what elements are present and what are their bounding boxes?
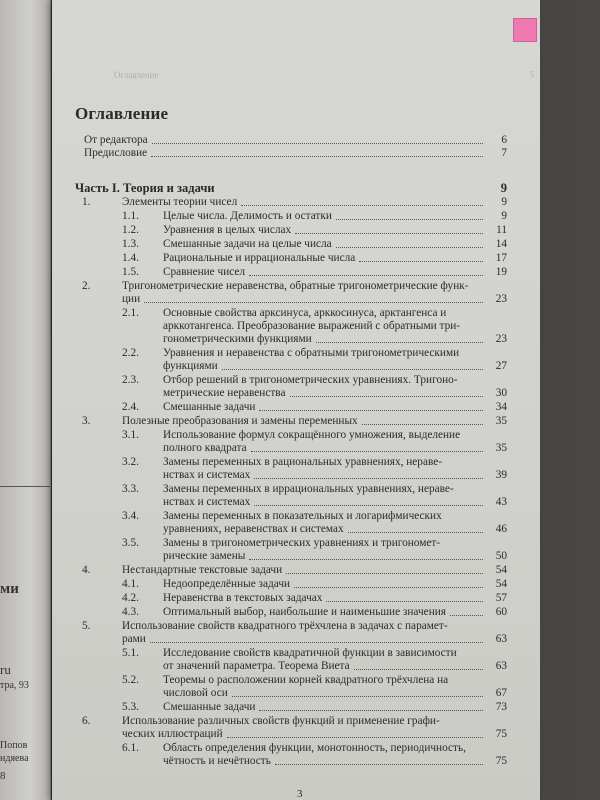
entry-body: [163, 742, 507, 768]
entry-page: 50: [495, 550, 507, 562]
entry-page: 57: [495, 592, 507, 604]
section-entry[interactable]: [75, 674, 507, 700]
dot-leader: [450, 615, 483, 616]
entry-title-line: числовой оси: [163, 687, 228, 699]
entry-line: [163, 429, 507, 442]
toc-entry[interactable]: [75, 134, 507, 147]
entry-page: 27: [495, 360, 507, 372]
entry-title-line: функциями: [163, 360, 218, 372]
running-head-title: Оглавление: [114, 70, 159, 80]
chapter-number: 3.: [82, 415, 91, 427]
entry-page: 63: [495, 660, 507, 672]
entry-title-line: метрические неравенства: [163, 387, 286, 399]
entry-line: [163, 238, 507, 251]
entry-title-line: полного квадрата: [163, 442, 247, 454]
toc-entry-title: От редактора: [84, 134, 148, 146]
facing-page-fragment: ми: [0, 581, 19, 597]
entry-title-line: рами: [122, 633, 146, 645]
entry-body: [163, 374, 507, 400]
entry-title-line: Использование различных свойств функций и применение графи-: [122, 715, 440, 727]
chapter-entry[interactable]: [75, 715, 507, 741]
entry-line: [122, 293, 507, 306]
section-entry[interactable]: [75, 606, 507, 619]
chapter-number: 1.: [82, 196, 91, 208]
table-of-contents: [75, 134, 507, 768]
section-number: 5.1.: [122, 647, 139, 659]
toc-entry-page: 6: [501, 134, 507, 146]
entry-body: [163, 592, 507, 605]
entry-page: 43: [495, 496, 507, 508]
section-number: 2.2.: [122, 347, 139, 359]
entry-body: [122, 620, 507, 646]
section-entry[interactable]: [75, 307, 507, 346]
chapter-number: 2.: [82, 280, 91, 292]
section-entry[interactable]: [75, 537, 507, 563]
entry-title-line: Недоопределённые задачи: [163, 578, 291, 590]
entry-body: [122, 280, 507, 306]
dot-leader: [249, 559, 483, 560]
entry-body: [163, 210, 507, 223]
entry-body: [122, 415, 507, 428]
section-entry[interactable]: [75, 647, 507, 673]
entry-line: [163, 660, 507, 673]
entry-body: [163, 647, 507, 673]
dot-leader: [241, 205, 483, 206]
section-entry[interactable]: [75, 510, 507, 536]
entry-body: [163, 238, 507, 251]
section-number: 2.4.: [122, 401, 139, 413]
entry-title-line: Тригонометрические неравенства, обратные тригонометрические функ-: [122, 280, 469, 292]
dot-leader: [152, 143, 483, 144]
entry-title-line: Смешанные задачи: [163, 401, 256, 413]
entry-body: [163, 401, 507, 414]
dot-leader: [254, 505, 483, 506]
entry-page: 54: [495, 564, 507, 576]
entry-page: 60: [495, 606, 507, 618]
section-number: 5.2.: [122, 674, 139, 686]
entry-line: [122, 620, 507, 633]
entry-line: [163, 347, 507, 360]
section-number: 1.1.: [122, 210, 139, 222]
entry-page: 35: [495, 415, 507, 427]
entry-title-line: гонометрическими функциями: [163, 333, 312, 345]
dot-leader: [222, 369, 483, 370]
part-heading[interactable]: [75, 182, 507, 195]
entry-body: [163, 701, 507, 714]
section-number: 1.5.: [122, 266, 139, 278]
entry-line: [163, 496, 507, 509]
chapter-entry[interactable]: [75, 196, 507, 209]
entry-body: [122, 715, 507, 741]
facing-page-fragment: ru: [0, 662, 11, 677]
dot-leader: [150, 642, 483, 643]
section-entry[interactable]: [75, 347, 507, 373]
entry-page: 35: [495, 442, 507, 454]
entry-page: 73: [495, 701, 507, 713]
section-number: 3.3.: [122, 483, 139, 495]
dot-leader: [259, 710, 483, 711]
section-entry[interactable]: [75, 374, 507, 400]
entry-line: [122, 564, 507, 577]
entry-line: [163, 578, 507, 591]
dot-leader: [290, 396, 484, 397]
dot-leader: [254, 478, 483, 479]
section-number: 4.2.: [122, 592, 139, 604]
entry-title-line: нствах и системах: [163, 496, 251, 508]
entry-line: [122, 415, 507, 428]
section-entry[interactable]: [75, 429, 507, 455]
chapter-entry[interactable]: [75, 620, 507, 646]
entry-title-line: Теоремы о расположении корней квадратного трёхчлена на: [163, 674, 449, 686]
entry-title-line: Уравнения в целых числах: [163, 224, 292, 236]
section-entry[interactable]: [75, 456, 507, 482]
entry-line: [163, 387, 507, 400]
entry-line: [163, 537, 507, 550]
entry-body: [122, 196, 507, 209]
entry-line: [163, 523, 507, 536]
entry-body: [163, 347, 507, 373]
entry-title-line: Смешанные задачи на целые числа: [163, 238, 332, 250]
entry-line: [163, 742, 507, 755]
entry-body: [163, 266, 507, 279]
entry-body: [163, 456, 507, 482]
sticky-note: [513, 18, 537, 42]
entry-line: [163, 674, 507, 687]
section-number: 3.2.: [122, 456, 139, 468]
dot-leader: [294, 587, 483, 588]
entry-page: 54: [495, 578, 507, 590]
entry-title-line: Нестандартные текстовые задачи: [122, 564, 283, 576]
entry-page: 67: [495, 687, 507, 699]
entry-body: [163, 510, 507, 536]
entry-line: [163, 687, 507, 700]
page-number: 3: [297, 788, 303, 800]
entry-line: [163, 360, 507, 373]
dot-leader: [259, 410, 483, 411]
entry-title-line: Смешанные задачи: [163, 701, 256, 713]
entry-body: [163, 224, 507, 237]
chapter-entry[interactable]: [75, 280, 507, 306]
dot-leader: [336, 247, 483, 248]
entry-body: [163, 483, 507, 509]
section-entry[interactable]: [75, 224, 507, 237]
section-number: 2.3.: [122, 374, 139, 386]
entry-page: 17: [495, 252, 507, 264]
chapter-number: 5.: [82, 620, 91, 632]
entry-line: [163, 592, 507, 605]
entry-line: [163, 401, 507, 414]
page-title: Оглавление: [75, 104, 169, 123]
section-number: 3.1.: [122, 429, 139, 441]
chapter-entry[interactable]: [75, 564, 507, 577]
entry-title-line: Полезные преобразования и замены переменных: [122, 415, 358, 427]
entry-line: [163, 333, 507, 346]
chapter-number: 4.: [82, 564, 91, 576]
entry-title-line: Неравенства в текстовых задачах: [163, 592, 323, 604]
toc-entry-title: Предисловие: [84, 147, 148, 159]
dot-leader: [227, 737, 483, 738]
dot-leader: [362, 424, 483, 425]
section-entry[interactable]: [75, 701, 507, 714]
entry-page: 9: [501, 210, 507, 222]
dot-leader: [144, 302, 483, 303]
section-entry[interactable]: [75, 592, 507, 605]
entry-line: [163, 469, 507, 482]
entry-page: 75: [495, 728, 507, 740]
entry-body: [163, 307, 507, 346]
facing-page-fragment: тра, 93: [0, 680, 29, 691]
section-entry[interactable]: [75, 252, 507, 265]
entry-line: [163, 320, 507, 333]
dot-leader: [249, 275, 483, 276]
entry-title-line: Рациональные и иррациональные числа: [163, 252, 356, 264]
entry-line: [163, 755, 507, 768]
facing-page: [0, 0, 51, 800]
entry-title-line: Замены переменных в рациональных уравнениях, нераве-: [163, 456, 443, 468]
entry-line: [163, 442, 507, 455]
entry-title-line: Отбор решений в тригонометрических уравнениях. Тригоно-: [163, 374, 458, 386]
entry-title-line: уравнениях, неравенствах и системах: [163, 523, 344, 535]
section-entry[interactable]: [75, 742, 507, 768]
section-number: 3.4.: [122, 510, 139, 522]
entry-line: [163, 701, 507, 714]
facing-page-fragment: Попов: [0, 740, 28, 751]
dot-leader: [151, 156, 483, 157]
dot-leader: [232, 696, 483, 697]
entry-page: 75: [495, 755, 507, 767]
entry-line: [163, 606, 507, 619]
entry-page: 9: [501, 196, 507, 208]
entry-line: [163, 483, 507, 496]
entry-line: [163, 510, 507, 523]
section-number: 1.4.: [122, 252, 139, 264]
entry-title-line: Целые числа. Делимость и остатки: [163, 210, 332, 222]
entry-title-line: Замены переменных в показательных и логарифмических: [163, 510, 442, 522]
entry-page: 46: [495, 523, 507, 535]
entry-line: [122, 633, 507, 646]
dot-leader: [286, 573, 483, 574]
entry-title-line: Использование формул сокращённого умножения, выделение: [163, 429, 461, 441]
entry-line: [163, 252, 507, 265]
entry-line: [163, 550, 507, 563]
dot-leader: [336, 219, 483, 220]
entry-title-line: Область определения функции, монотонность, периодичность,: [163, 742, 466, 754]
section-number: 4.1.: [122, 578, 139, 590]
toc-entry-page: 7: [501, 147, 507, 159]
entry-page: 39: [495, 469, 507, 481]
entry-line: [163, 307, 507, 320]
entry-page: 30: [495, 387, 507, 399]
entry-body: [163, 252, 507, 265]
dot-leader: [359, 261, 483, 262]
entry-page: 63: [495, 633, 507, 645]
entry-title-line: Элементы теории чисел: [122, 196, 238, 208]
entry-title-line: Основные свойства арксинуса, арккосинуса, арктангенса и: [163, 307, 447, 319]
entry-title-line: Замены в тригонометрических уравнениях и тригономет-: [163, 537, 441, 549]
entry-body: [163, 537, 507, 563]
entry-title-line: ческих иллюстраций: [122, 728, 223, 740]
running-head-page: 5: [529, 70, 534, 80]
section-number: 3.5.: [122, 537, 139, 549]
entry-page: 34: [495, 401, 507, 413]
entry-line: [163, 456, 507, 469]
entry-page: 14: [495, 238, 507, 250]
entry-body: [122, 564, 507, 577]
entry-title-line: Сравнение чисел: [163, 266, 246, 278]
entry-line: [163, 266, 507, 279]
entry-line: [163, 210, 507, 223]
dot-leader: [316, 342, 483, 343]
entry-body: [163, 606, 507, 619]
section-entry[interactable]: [75, 238, 507, 251]
section-entry[interactable]: [75, 401, 507, 414]
entry-line: [163, 647, 507, 660]
toc-entry[interactable]: [75, 147, 507, 160]
chapter-number: 6.: [82, 715, 91, 727]
entry-body: [163, 674, 507, 700]
entry-line: [122, 196, 507, 209]
entry-title-line: Оптимальный выбор, наибольшие и наименьшие значения: [163, 606, 446, 618]
entry-title-line: нствах и системах: [163, 469, 251, 481]
section-number: 4.3.: [122, 606, 139, 618]
section-number: 1.3.: [122, 238, 139, 250]
dot-leader: [295, 233, 483, 234]
entry-title-line: чётность и нечётность: [163, 755, 271, 767]
section-entry[interactable]: [75, 266, 507, 279]
section-number: 6.1.: [122, 742, 139, 754]
entry-title-line: Исследование свойств квадратичной функции в зависимости: [163, 647, 457, 659]
facing-page-fragment: 8: [0, 770, 6, 782]
part-heading-title: Часть I. Теория и задачи: [75, 181, 215, 195]
entry-title-line: Замены переменных в иррациональных уравнениях, нераве-: [163, 483, 454, 495]
dot-leader: [354, 669, 483, 670]
entry-line: [122, 715, 507, 728]
section-number: 5.3.: [122, 701, 139, 713]
dot-leader: [251, 451, 483, 452]
entry-line: [163, 374, 507, 387]
section-number: 2.1.: [122, 307, 139, 319]
section-number: 1.2.: [122, 224, 139, 236]
section-entry[interactable]: [75, 483, 507, 509]
entry-title-line: от значений параметра. Теорема Виета: [163, 660, 350, 672]
dot-leader: [348, 532, 483, 533]
entry-body: [163, 578, 507, 591]
entry-title-line: рические замены: [163, 550, 246, 562]
running-head: [74, 70, 534, 78]
entry-line: [122, 728, 507, 741]
entry-page: 19: [495, 266, 507, 278]
facing-page-fragment: ндяева: [0, 753, 29, 764]
dot-leader: [326, 601, 483, 602]
section-entry[interactable]: [75, 210, 507, 223]
facing-page-rule: [0, 486, 50, 487]
entry-title-line: Уравнения и неравенства с обратными тригонометрическими: [163, 347, 460, 359]
entry-page: 23: [495, 333, 507, 345]
section-entry[interactable]: [75, 578, 507, 591]
entry-page: 23: [495, 293, 507, 305]
entry-body: [163, 429, 507, 455]
entry-page: 11: [496, 224, 507, 236]
dot-leader: [275, 764, 483, 765]
entry-title-line: ции: [122, 293, 141, 305]
entry-line: [163, 224, 507, 237]
entry-title-line: Использование свойств квадратного трёхчлена в задачах с парамет-: [122, 620, 448, 632]
part-heading-page: 9: [500, 181, 507, 195]
chapter-entry[interactable]: [75, 415, 507, 428]
entry-line: [122, 280, 507, 293]
entry-title-line: арккотангенса. Преобразование выражений с обратными три-: [163, 320, 461, 332]
